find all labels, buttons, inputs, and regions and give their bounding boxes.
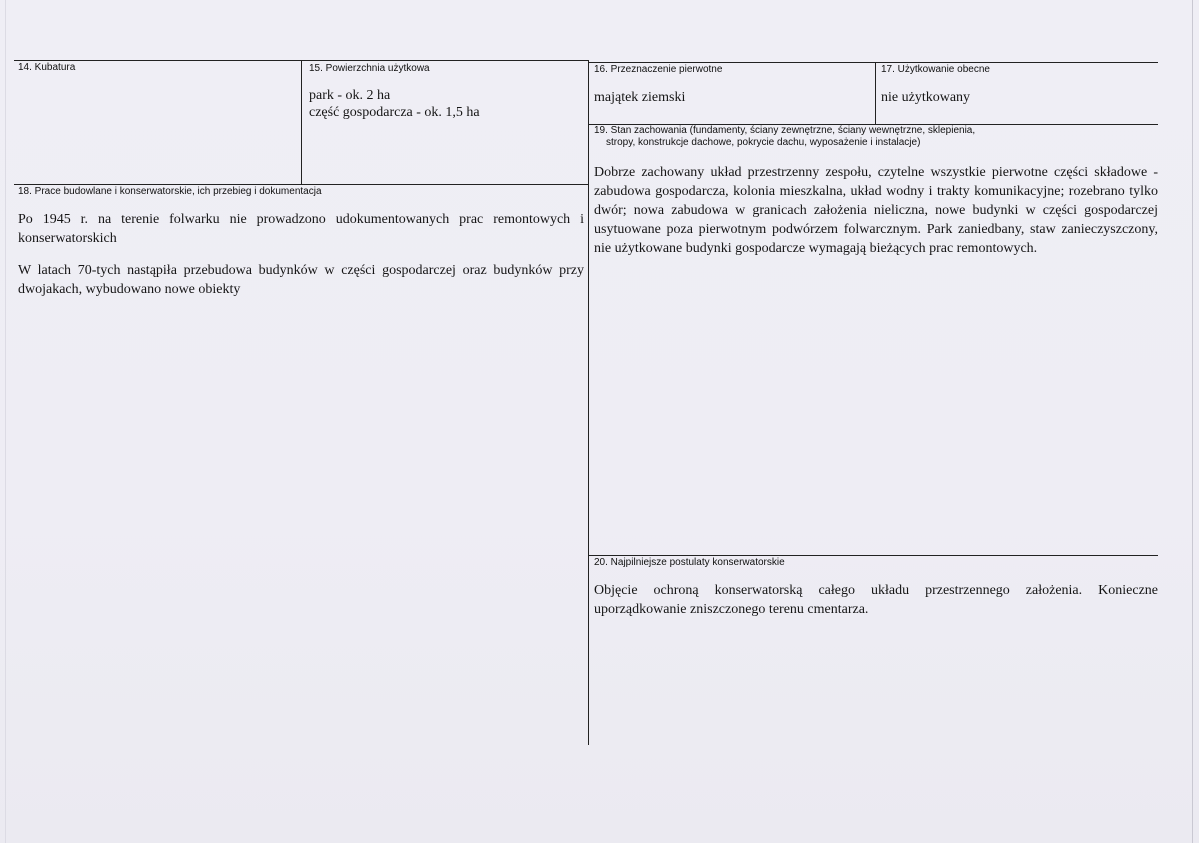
field-15-line-1: park - ok. 2 ha: [309, 88, 391, 103]
rule-above-20: [588, 555, 1158, 556]
field-17-value: nie użytkowany: [881, 90, 971, 105]
paper-edge-left: [5, 0, 6, 843]
field-18-paragraph-2: W latach 70-tych nastąpiła przebudowa budynków w części gospodarczej oraz budynków przy dwojakach, wybudowano nowe obiekty: [18, 263, 584, 297]
field-20-text: Objęcie ochroną konserwatorską całego układu przestrzennego założenia. Konieczne uporządkowanie zniszczonego terenu cmentarza.: [594, 583, 1158, 617]
field-19-label-line-2: stropy, konstrukcje dachowe, pokrycie dachu, wyposażenie i instalacje): [606, 137, 921, 148]
center-divider: [588, 60, 589, 745]
field-14-label: 14. Kubatura: [18, 62, 76, 73]
rule-above-18: [14, 184, 588, 185]
field-17-label: 17. Użytkowanie obecne: [881, 64, 990, 75]
paragraph-gap: [18, 248, 584, 261]
field-18-paragraph-1: Po 1945 r. na terenie folwarku nie prowadzono udokumentowanych prac remontowych i konserwatorskich: [18, 212, 584, 246]
field-18-text: [18, 210, 584, 299]
field-15-label: 15. Powierzchnia użytkowa: [309, 63, 430, 74]
field-19-text: Dobrze zachowany układ przestrzenny zespołu, czytelne wszystkie pierwotne części składowe - zabudowa gospodarcza, kolonia mieszkalna, układ wodny i trakty komunikacyjne; rozebrano tylko dwór; nowa zabudowa w granicach założenia nieliczna, nowe budynki w części gospodarczej usytuowane poza pierwotnym podwórzem folwarcznym. Park zaniedbany, staw zanieczyszczony, nie użytkowane budynki gospodarcze wymagają bieżących prac remontowych.: [594, 165, 1158, 256]
top-rule-right: [588, 62, 1158, 63]
field-15-value: [309, 87, 480, 121]
divider-14-15: [301, 60, 302, 184]
divider-16-17: [875, 62, 876, 124]
field-16-label: 16. Przeznaczenie pierwotne: [594, 64, 723, 75]
field-20-label: 20. Najpilniejsze postulaty konserwatorskie: [594, 557, 785, 568]
field-16-value: majątek ziemski: [594, 90, 686, 105]
field-19-label: [594, 125, 975, 149]
field-19-label-line-1: 19. Stan zachowania (fundamenty, ściany zewnętrzne, ściany wewnętrzne, sklepienia,: [594, 125, 976, 136]
field-18-label: 18. Prace budowlane i konserwatorskie, ich przebieg i dokumentacja: [18, 186, 322, 197]
field-15-line-2: część gospodarcza - ok. 1,5 ha: [309, 105, 480, 120]
paper-edge-right: [1192, 0, 1193, 843]
